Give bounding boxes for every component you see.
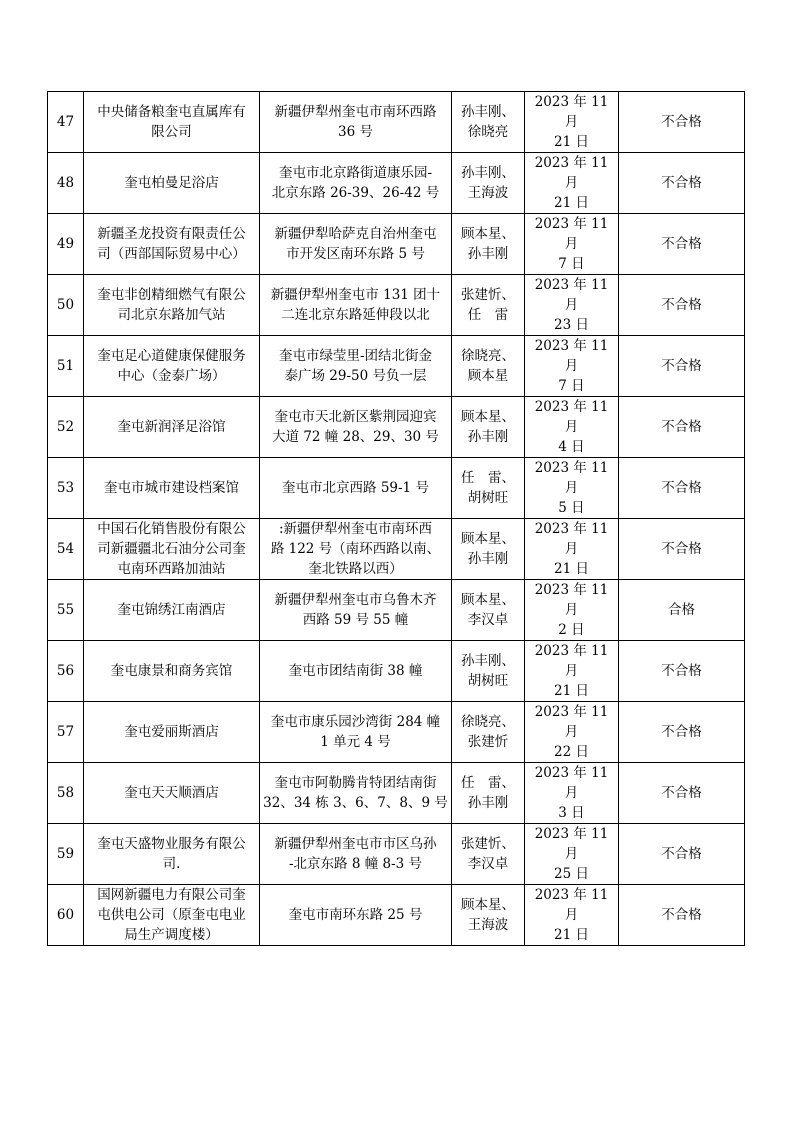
inspection-result: 不合格 bbox=[661, 297, 702, 313]
inspection-date: 2023 年 11 月 21 日 bbox=[534, 643, 609, 699]
unit-name: 奎屯天盛物业服务有限公 司. bbox=[97, 836, 246, 872]
row-number: 47 bbox=[56, 114, 75, 130]
unit-address-cell bbox=[260, 763, 452, 824]
unit-name-cell bbox=[84, 275, 260, 336]
inspectors: 张建忻、 任 雷 bbox=[461, 287, 515, 323]
inspection-result: 不合格 bbox=[661, 846, 702, 862]
inspectors-cell bbox=[452, 214, 525, 275]
unit-address: 奎屯市南环东路 25 号 bbox=[288, 907, 423, 923]
inspection-date-cell bbox=[525, 92, 619, 153]
unit-address-cell bbox=[260, 824, 452, 885]
inspection-result: 不合格 bbox=[661, 785, 702, 801]
inspectors-cell bbox=[452, 458, 525, 519]
unit-address: 奎屯市团结南街 38 幢 bbox=[288, 663, 423, 679]
unit-name: 奎屯非创精细燃气有限公 司北京东路加气站 bbox=[97, 287, 246, 323]
unit-address: 奎屯市阿勒腾肯特团结南街 32、34 栋 3、6、7、8、9 号 bbox=[263, 775, 448, 811]
inspection-table-body bbox=[48, 92, 745, 946]
unit-address: 奎屯市康乐园沙湾街 284 幢 1 单元 4 号 bbox=[270, 714, 441, 750]
inspectors-cell bbox=[452, 885, 525, 946]
inspectors: 顾本星、 孙丰刚 bbox=[461, 531, 515, 567]
unit-name-cell bbox=[84, 824, 260, 885]
unit-name: 奎屯柏曼足浴店 bbox=[124, 175, 219, 191]
inspectors-cell bbox=[452, 702, 525, 763]
inspection-date: 2023 年 11 月 3 日 bbox=[534, 765, 609, 821]
unit-name: 奎屯足心道健康保健服务 中心（金泰广场） bbox=[97, 348, 246, 384]
table-row bbox=[48, 153, 745, 214]
inspectors-cell bbox=[452, 92, 525, 153]
row-number: 48 bbox=[56, 175, 75, 191]
unit-name-cell bbox=[84, 763, 260, 824]
unit-address-cell bbox=[260, 92, 452, 153]
row-number: 53 bbox=[56, 480, 75, 496]
unit-address: 奎屯市北京路街道康乐园- 北京东路 26-39、26-42 号 bbox=[271, 165, 440, 201]
inspection-date-cell bbox=[525, 153, 619, 214]
inspection-date-cell bbox=[525, 336, 619, 397]
inspection-date-cell bbox=[525, 580, 619, 641]
inspection-date: 2023 年 11 月 5 日 bbox=[534, 460, 609, 516]
inspectors: 顾本星、 孙丰刚 bbox=[461, 226, 515, 262]
unit-name-cell bbox=[84, 580, 260, 641]
inspection-date-cell bbox=[525, 458, 619, 519]
row-number-cell bbox=[48, 275, 84, 336]
unit-name: 奎屯天天顺酒店 bbox=[124, 785, 219, 801]
row-number: 55 bbox=[56, 602, 75, 618]
unit-address-cell bbox=[260, 519, 452, 580]
inspection-date-cell bbox=[525, 397, 619, 458]
unit-name-cell bbox=[84, 702, 260, 763]
inspectors: 任 雷、 胡树旺 bbox=[461, 470, 515, 506]
inspection-date: 2023 年 11 月 21 日 bbox=[534, 94, 609, 150]
inspection-date: 2023 年 11 月 2 日 bbox=[534, 582, 609, 638]
inspection-result-cell bbox=[619, 702, 745, 763]
inspectors-cell bbox=[452, 824, 525, 885]
unit-address-cell bbox=[260, 885, 452, 946]
table-row bbox=[48, 702, 745, 763]
row-number-cell bbox=[48, 92, 84, 153]
inspection-result-cell bbox=[619, 458, 745, 519]
inspectors-cell bbox=[452, 641, 525, 702]
inspection-date-cell bbox=[525, 702, 619, 763]
inspection-date-cell bbox=[525, 763, 619, 824]
inspection-date: 2023 年 11 月 7 日 bbox=[534, 338, 609, 394]
unit-name: 奎屯市城市建设档案馆 bbox=[104, 480, 239, 496]
table-row bbox=[48, 336, 745, 397]
inspectors: 顾本星、 孙丰刚 bbox=[461, 409, 515, 445]
inspectors: 任 雷、 孙丰刚 bbox=[461, 775, 515, 811]
inspection-result-cell bbox=[619, 580, 745, 641]
row-number-cell bbox=[48, 580, 84, 641]
inspectors-cell bbox=[452, 275, 525, 336]
row-number: 49 bbox=[56, 236, 75, 252]
inspectors: 孙丰刚、 胡树旺 bbox=[461, 653, 515, 689]
inspection-date-cell bbox=[525, 885, 619, 946]
unit-name-cell bbox=[84, 153, 260, 214]
inspection-date-cell bbox=[525, 824, 619, 885]
inspection-result: 不合格 bbox=[661, 480, 702, 496]
row-number: 54 bbox=[56, 541, 75, 557]
unit-address: :新疆伊犁州奎屯市南环西 路 122 号（南环西路以南、 奎北铁路以西） bbox=[270, 521, 441, 577]
table-row bbox=[48, 519, 745, 580]
unit-name-cell bbox=[84, 397, 260, 458]
row-number: 60 bbox=[56, 907, 75, 923]
inspectors: 徐晓亮、 顾本星 bbox=[461, 348, 515, 384]
inspectors: 孙丰刚、 徐晓亮 bbox=[461, 104, 515, 140]
unit-name: 国网新疆电力有限公司奎 屯供电公司（原奎屯电业 局生产调度楼） bbox=[97, 887, 246, 943]
unit-name-cell bbox=[84, 214, 260, 275]
unit-name: 中央储备粮奎屯直属库有 限公司 bbox=[97, 104, 246, 140]
row-number-cell bbox=[48, 458, 84, 519]
unit-address: 新疆伊犁州奎屯市乌鲁木齐 西路 59 号 55 幢 bbox=[274, 592, 437, 628]
table-row bbox=[48, 763, 745, 824]
row-number-cell bbox=[48, 763, 84, 824]
unit-address-cell bbox=[260, 275, 452, 336]
table-row bbox=[48, 641, 745, 702]
unit-address-cell bbox=[260, 336, 452, 397]
unit-address: 新疆伊犁哈萨克自治州奎屯 市开发区南环东路 5 号 bbox=[274, 226, 437, 262]
unit-address: 新疆伊犁州奎屯市南环西路 36 号 bbox=[274, 104, 437, 140]
row-number-cell bbox=[48, 824, 84, 885]
inspection-result: 不合格 bbox=[661, 663, 702, 679]
row-number: 59 bbox=[56, 846, 75, 862]
inspection-table bbox=[47, 91, 745, 946]
inspection-result: 不合格 bbox=[661, 175, 702, 191]
unit-address-cell bbox=[260, 214, 452, 275]
table-row bbox=[48, 214, 745, 275]
table-row bbox=[48, 275, 745, 336]
inspection-result-cell bbox=[619, 336, 745, 397]
inspection-date: 2023 年 11 月 21 日 bbox=[534, 887, 609, 943]
table-row bbox=[48, 885, 745, 946]
inspection-result-cell bbox=[619, 397, 745, 458]
unit-name: 奎屯新润泽足浴馆 bbox=[117, 419, 226, 435]
inspection-date-cell bbox=[525, 641, 619, 702]
unit-name: 奎屯爱丽斯酒店 bbox=[124, 724, 219, 740]
row-number: 56 bbox=[56, 663, 75, 679]
row-number: 58 bbox=[56, 785, 75, 801]
unit-address-cell bbox=[260, 702, 452, 763]
inspectors: 顾本星、 王海波 bbox=[461, 897, 515, 933]
inspection-result-cell bbox=[619, 824, 745, 885]
unit-name: 奎屯锦绣江南酒店 bbox=[117, 602, 226, 618]
unit-address: 奎屯市绿莹里-团结北街金 泰广场 29-50 号负一层 bbox=[278, 348, 433, 384]
inspection-result-cell bbox=[619, 92, 745, 153]
inspection-date: 2023 年 11 月 4 日 bbox=[534, 399, 609, 455]
row-number-cell bbox=[48, 885, 84, 946]
inspection-result: 不合格 bbox=[661, 907, 702, 923]
unit-address-cell bbox=[260, 580, 452, 641]
unit-name-cell bbox=[84, 92, 260, 153]
unit-address-cell bbox=[260, 641, 452, 702]
table-row bbox=[48, 458, 745, 519]
row-number-cell bbox=[48, 153, 84, 214]
row-number-cell bbox=[48, 519, 84, 580]
unit-address-cell bbox=[260, 153, 452, 214]
inspection-result: 不合格 bbox=[661, 724, 702, 740]
inspection-result: 不合格 bbox=[661, 419, 702, 435]
unit-address: 新疆伊犁州奎屯市市区乌孙 -北京东路 8 幢 8-3 号 bbox=[274, 836, 437, 872]
row-number-cell bbox=[48, 641, 84, 702]
unit-address: 奎屯市天北新区紫荆园迎宾 大道 72 幢 28、29、30 号 bbox=[272, 409, 439, 445]
row-number: 57 bbox=[56, 724, 75, 740]
inspectors: 顾本星、 李汉卓 bbox=[461, 592, 515, 628]
inspection-date: 2023 年 11 月 7 日 bbox=[534, 216, 609, 272]
inspectors-cell bbox=[452, 763, 525, 824]
inspection-date: 2023 年 11 月 25 日 bbox=[534, 826, 609, 882]
unit-name-cell bbox=[84, 336, 260, 397]
inspection-result-cell bbox=[619, 763, 745, 824]
inspection-result: 不合格 bbox=[661, 541, 702, 557]
row-number: 51 bbox=[56, 358, 75, 374]
inspection-result-cell bbox=[619, 214, 745, 275]
inspection-result-cell bbox=[619, 885, 745, 946]
inspection-date: 2023 年 11 月 21 日 bbox=[534, 155, 609, 211]
row-number: 50 bbox=[56, 297, 75, 313]
inspectors: 徐晓亮、 张建忻 bbox=[461, 714, 515, 750]
inspection-result-cell bbox=[619, 153, 745, 214]
inspectors-cell bbox=[452, 519, 525, 580]
unit-name-cell bbox=[84, 519, 260, 580]
inspection-result-cell bbox=[619, 275, 745, 336]
inspection-date: 2023 年 11 月 21 日 bbox=[534, 521, 609, 577]
unit-address-cell bbox=[260, 397, 452, 458]
inspection-result: 不合格 bbox=[661, 114, 702, 130]
unit-address: 奎屯市北京西路 59-1 号 bbox=[282, 480, 429, 496]
table-row bbox=[48, 397, 745, 458]
inspection-result: 不合格 bbox=[661, 236, 702, 252]
unit-name: 奎屯康景和商务宾馆 bbox=[110, 663, 233, 679]
inspectors-cell bbox=[452, 580, 525, 641]
table-row bbox=[48, 92, 745, 153]
inspection-date: 2023 年 11 月 22 日 bbox=[534, 704, 609, 760]
unit-name: 新疆圣龙投资有限责任公 司（西部国际贸易中心） bbox=[97, 226, 246, 262]
unit-name: 中国石化销售股份有限公 司新疆疆北石油分公司奎 屯南环西路加油站 bbox=[97, 521, 246, 577]
table-row bbox=[48, 580, 745, 641]
inspection-result: 不合格 bbox=[661, 358, 702, 374]
row-number-cell bbox=[48, 397, 84, 458]
inspectors-cell bbox=[452, 336, 525, 397]
inspection-result: 合格 bbox=[668, 602, 695, 618]
inspection-date-cell bbox=[525, 519, 619, 580]
unit-name-cell bbox=[84, 885, 260, 946]
unit-name-cell bbox=[84, 641, 260, 702]
table-row bbox=[48, 824, 745, 885]
inspection-date-cell bbox=[525, 275, 619, 336]
row-number-cell bbox=[48, 214, 84, 275]
unit-name-cell bbox=[84, 458, 260, 519]
unit-address-cell bbox=[260, 458, 452, 519]
inspection-result-cell bbox=[619, 641, 745, 702]
inspectors-cell bbox=[452, 397, 525, 458]
row-number-cell bbox=[48, 702, 84, 763]
inspectors: 孙丰刚、 王海波 bbox=[461, 165, 515, 201]
inspectors: 张建忻、 李汉卓 bbox=[461, 836, 515, 872]
inspection-date: 2023 年 11 月 23 日 bbox=[534, 277, 609, 333]
inspection-date-cell bbox=[525, 214, 619, 275]
unit-address: 新疆伊犁州奎屯市 131 团十 二连北京东路延伸段以北 bbox=[270, 287, 441, 323]
inspection-result-cell bbox=[619, 519, 745, 580]
inspectors-cell bbox=[452, 153, 525, 214]
row-number: 52 bbox=[56, 419, 75, 435]
row-number-cell bbox=[48, 336, 84, 397]
